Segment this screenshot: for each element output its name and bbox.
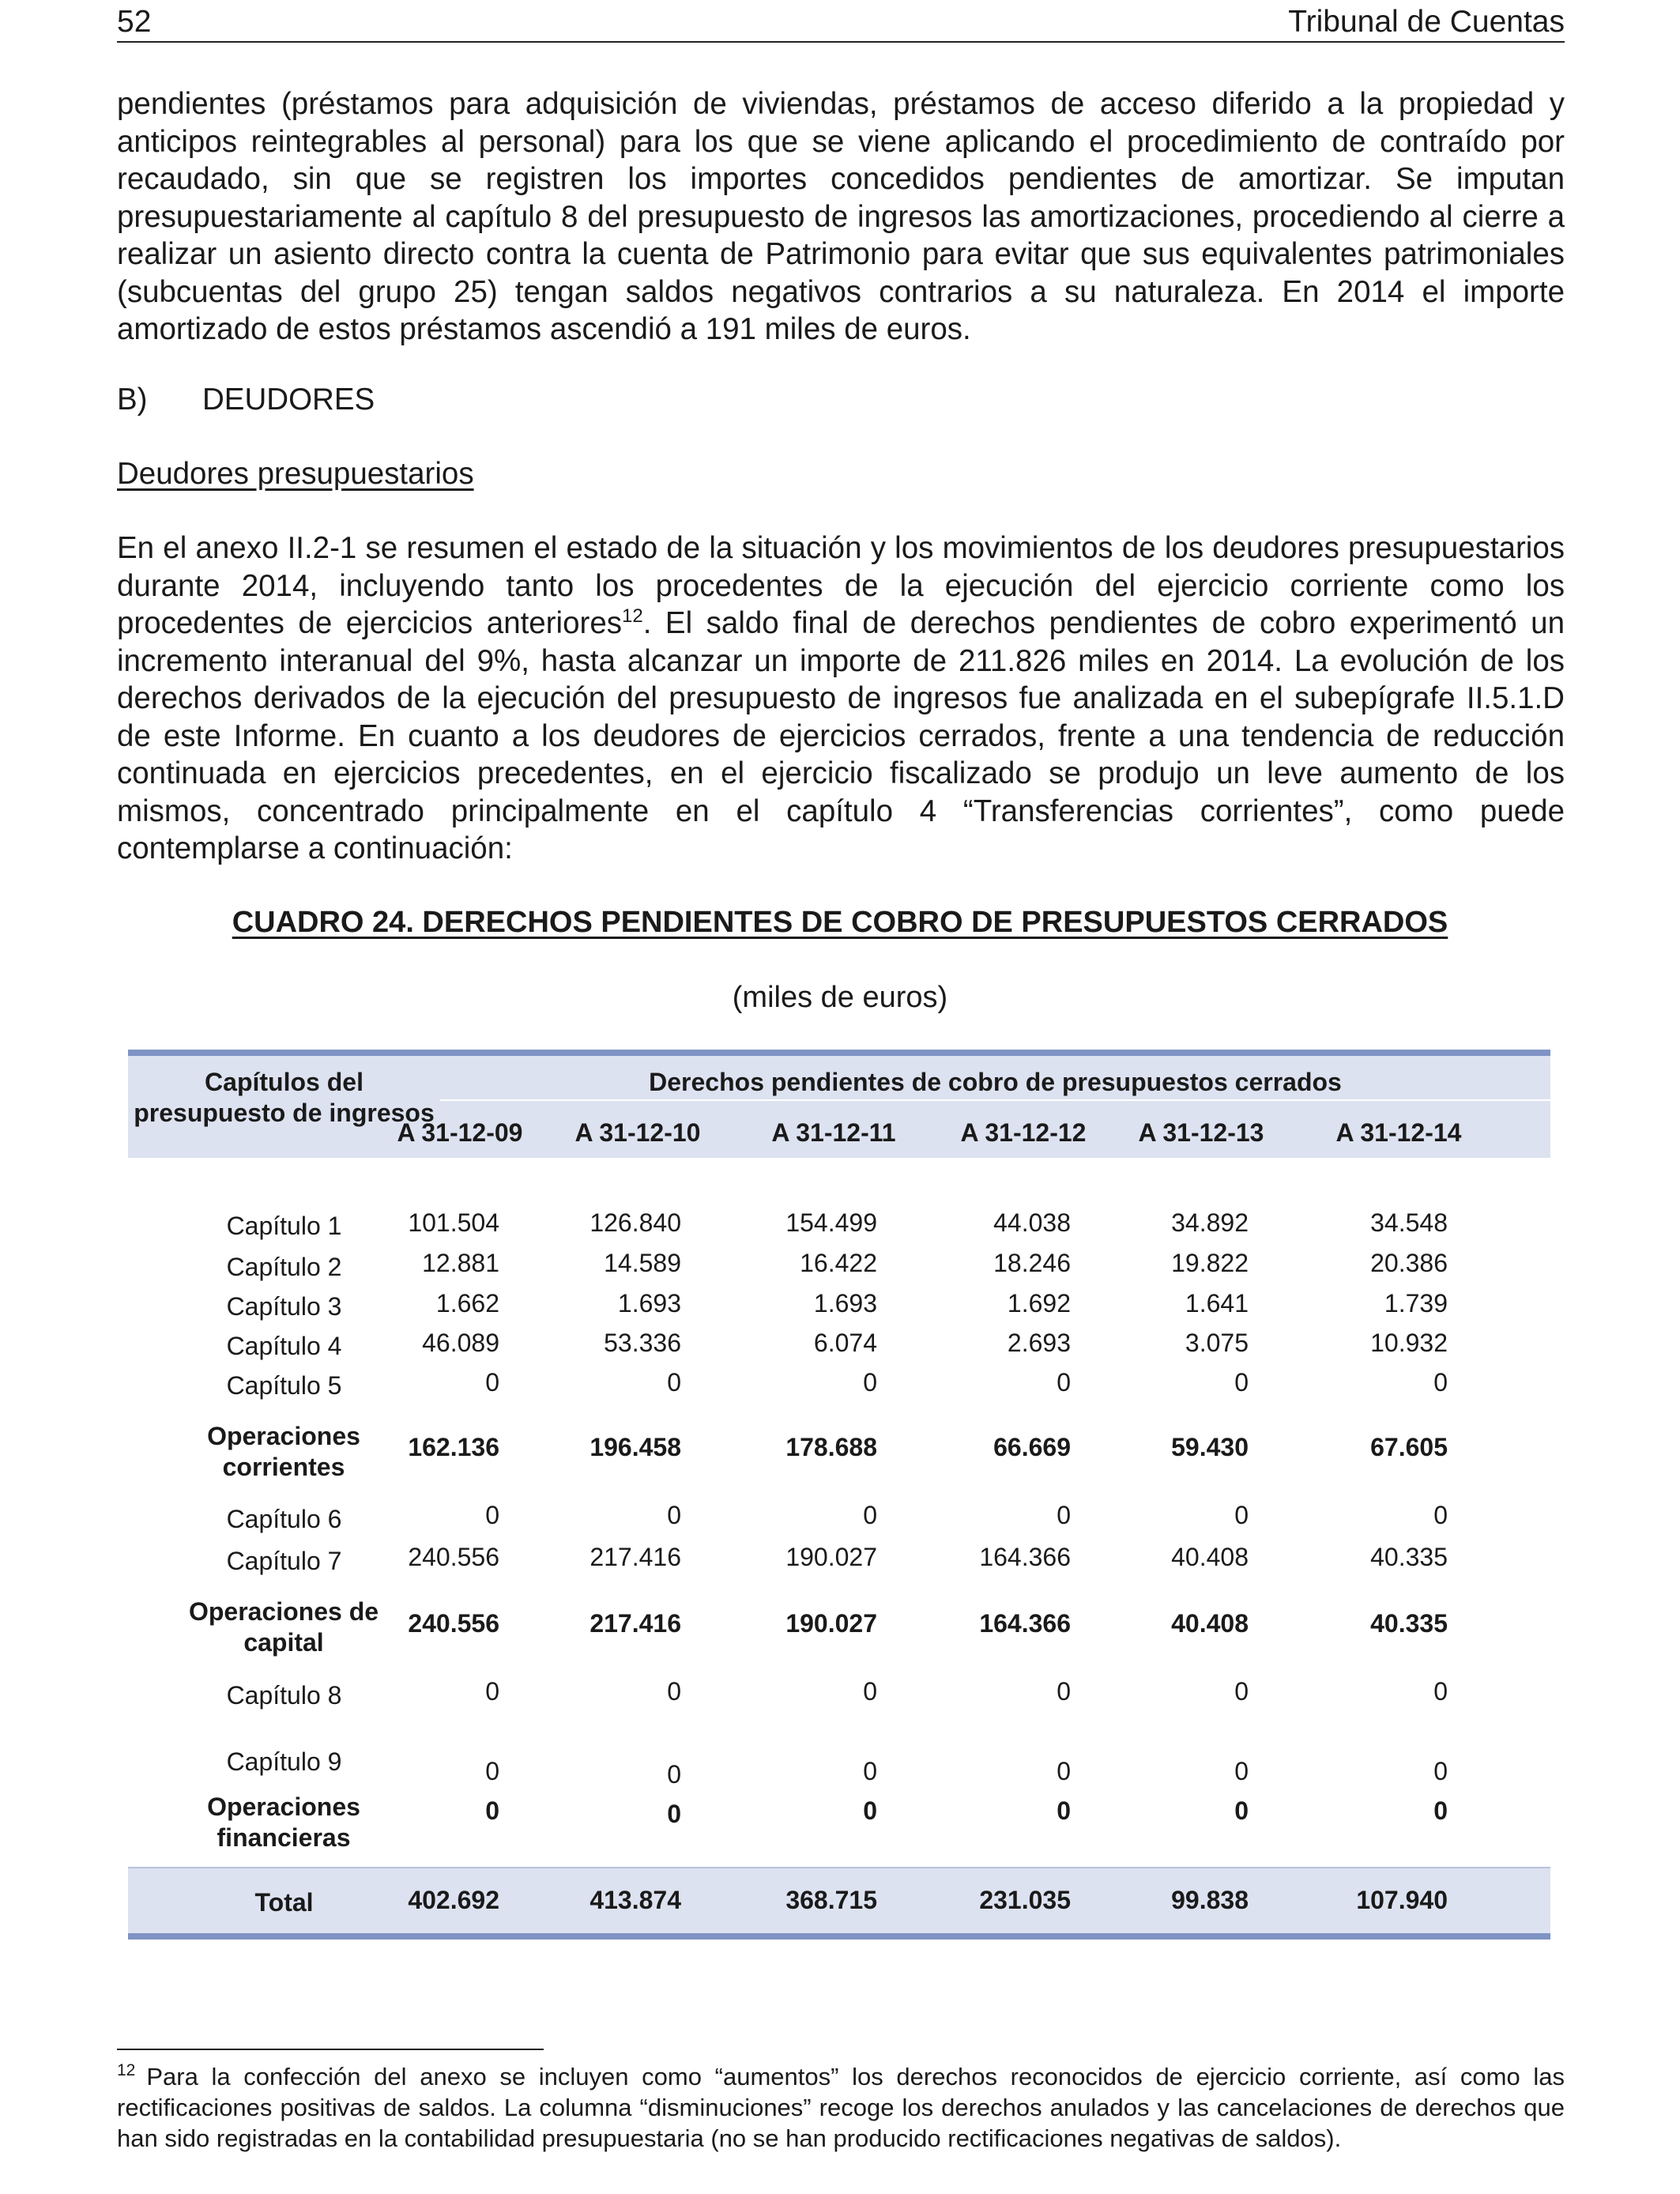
table-cell: 19.822 — [1171, 1249, 1249, 1277]
row-label: Capítulo 1 — [226, 1212, 342, 1240]
table-cell: 34.548 — [1370, 1208, 1448, 1237]
table-cell: 162.136 — [408, 1433, 499, 1461]
table-title: CUADRO 24. DERECHOS PENDIENTES DE COBRO DE PRESUPUESTOS CERRADOS — [232, 906, 1448, 939]
footnote-number: 12 — [117, 2061, 136, 2079]
table-cell: 190.027 — [785, 1543, 877, 1571]
table-cell: 99.838 — [1171, 1886, 1249, 1914]
section-title: DEUDORES — [202, 383, 375, 417]
table-cell: 0 — [485, 1677, 499, 1706]
row-label: Capítulo 9 — [226, 1747, 342, 1776]
table-cell: 0 — [667, 1800, 681, 1828]
table-cell: 0 — [1433, 1368, 1448, 1397]
table-cell: 0 — [1057, 1796, 1071, 1825]
row-label: Capítulo 4 — [226, 1332, 342, 1360]
column-header: A 31-12-14 — [1335, 1118, 1462, 1147]
table-cell: 0 — [1433, 1796, 1448, 1825]
table-cell: 0 — [485, 1796, 499, 1825]
table-top-rule — [128, 1050, 1550, 1056]
column-group-header: Derechos pendientes de cobro de presupuestos cerrados — [649, 1068, 1342, 1096]
table-cell: 1.641 — [1185, 1289, 1249, 1318]
table-cell: 240.556 — [408, 1609, 499, 1638]
table-cell: 59.430 — [1171, 1433, 1249, 1461]
table-cell: 0 — [485, 1368, 499, 1397]
footnote-separator — [117, 2049, 544, 2050]
table-cell: 0 — [667, 1501, 681, 1529]
table-cell: 190.027 — [785, 1609, 877, 1638]
row-label: Capítulo 7 — [226, 1547, 342, 1575]
row-header-label: Capítulos del presupuesto de ingresos — [134, 1068, 435, 1127]
table-cell: 40.408 — [1171, 1609, 1249, 1638]
table-cell: 0 — [863, 1757, 877, 1785]
table-cell: 217.416 — [590, 1609, 681, 1638]
table-cell: 0 — [1234, 1677, 1249, 1706]
table-cell: 66.669 — [993, 1433, 1071, 1461]
table-bottom-rule — [128, 1933, 1550, 1940]
total-row-label: Total — [254, 1888, 314, 1917]
subsection-heading: Deudores presupuestarios — [117, 457, 474, 491]
header-title: Tribunal de Cuentas — [1288, 5, 1565, 39]
table-cell: 0 — [485, 1501, 499, 1529]
table-cell: 164.366 — [979, 1543, 1071, 1571]
table-cell: 402.692 — [408, 1886, 499, 1914]
data-table — [128, 1050, 1550, 1940]
column-header: A 31-12-13 — [1138, 1118, 1264, 1147]
row-label: Capítulo 3 — [226, 1292, 342, 1321]
table-cell: 3.075 — [1185, 1329, 1249, 1357]
paragraph-deudores-part1: En el anexo II.2-1 se resumen el estado de la situación y los movimientos de los deudores presupuestarios durante 2014, incluyendo tanto los procedentes de la ejecución del ejercicio corriente como los procedentes de ejercicios anteriores — [117, 531, 1565, 640]
row-label: Capítulo 2 — [226, 1253, 342, 1281]
table-cell: 10.932 — [1370, 1329, 1448, 1357]
table-cell: 413.874 — [590, 1886, 681, 1914]
table-cell: 0 — [1433, 1677, 1448, 1706]
footnote-text: Para la confección del anexo se incluyen como “aumentos” los derechos reconocidos de ejercicio corriente, así como las rectificaciones positivas de saldos. La columna “disminuciones” recoge los derechos anulados y las cancelaciones de derechos que han sido registradas en la contabilidad presupuestaria (no se han producido rectificaciones negativas de saldos). — [117, 2063, 1565, 2152]
row-label: Capítulo 8 — [226, 1681, 342, 1710]
table-cell: 0 — [1234, 1796, 1249, 1825]
table-cell: 20.386 — [1370, 1249, 1448, 1277]
table-header-divider — [440, 1099, 1550, 1101]
table-cell: 1.693 — [617, 1289, 681, 1318]
table-cell: 12.881 — [422, 1249, 499, 1277]
row-label: Operaciones de capital — [188, 1597, 379, 1657]
table-cell: 1.739 — [1384, 1289, 1448, 1318]
section-heading — [117, 381, 375, 418]
table-units: (miles de euros) — [732, 981, 948, 1014]
column-header: A 31-12-09 — [397, 1118, 523, 1147]
table-cell: 231.035 — [979, 1886, 1071, 1914]
table-cell: 67.605 — [1370, 1433, 1448, 1461]
table-cell: 53.336 — [604, 1329, 681, 1357]
table-cell: 101.504 — [408, 1208, 499, 1237]
page-header — [117, 0, 1565, 43]
table-cell: 0 — [1057, 1501, 1071, 1529]
table-cell: 34.892 — [1171, 1208, 1249, 1237]
paragraph-deudores — [117, 530, 1565, 868]
table-cell: 196.458 — [590, 1433, 681, 1461]
section-letter: B) — [117, 383, 148, 417]
table-cell: 14.589 — [604, 1249, 681, 1277]
table-cell: 164.366 — [979, 1609, 1071, 1638]
table-cell: 1.692 — [1007, 1289, 1071, 1318]
paragraph-deudores-part2: . El saldo final de derechos pendientes de cobro experimentó un incremento interanual del 9%, hasta alcanzar un importe de 211.826 miles en 2014. La evolución de los derechos derivados de la ejecución del presupuesto de ingresos fue analizada en el subepígrafe II.5.1.D de este Informe. En cuanto a los deudores de ejercicios cerrados, frente a una tendencia de reducción continuada en ejercicios precedentes, en el ejercicio fiscalizado se produjo un leve aumento de los mismos, concentrado principalmente en el capítulo 4 “Transferencias corrientes”, como puede contemplarse a continuación: — [117, 606, 1565, 865]
table-cell: 0 — [863, 1796, 877, 1825]
table-cell: 178.688 — [785, 1433, 877, 1461]
table-cell: 0 — [863, 1677, 877, 1706]
table-cell: 0 — [1234, 1501, 1249, 1529]
table-cell: 0 — [1057, 1677, 1071, 1706]
row-label: Operaciones corrientes — [207, 1422, 360, 1481]
table-cell: 18.246 — [993, 1249, 1071, 1277]
table-cell: 0 — [1234, 1757, 1249, 1785]
table-cell: 154.499 — [785, 1208, 877, 1237]
table-cell: 368.715 — [785, 1886, 877, 1914]
table-cell: 44.038 — [993, 1208, 1071, 1237]
table-cell: 0 — [1433, 1757, 1448, 1785]
table-cell: 0 — [1234, 1368, 1249, 1397]
column-header: A 31-12-12 — [960, 1118, 1087, 1147]
column-header: A 31-12-11 — [771, 1118, 896, 1147]
table-cell: 0 — [1057, 1757, 1071, 1785]
table-cell: 0 — [863, 1501, 877, 1529]
table-cell: 126.840 — [590, 1208, 681, 1237]
footnote — [117, 2061, 1565, 2154]
table-cell: 0 — [1057, 1368, 1071, 1397]
table-cell: 46.089 — [422, 1329, 499, 1357]
paragraph-prestamos: pendientes (préstamos para adquisición de viviendas, préstamos de acceso diferido a la propiedad y anticipos reintegrables al personal) para los que se viene aplicando el procedimiento de contraído por recaudado, sin que se registren los importes concedidos pendientes de amortizar. Se imputan presupuestariamente al capítulo 8 del presupuesto de ingresos las amortizaciones, procediendo al cierre a realizar un asiento directo contra la cuenta de Patrimonio para evitar que sus equivalentes patrimoniales (subcuentas del grupo 25) tengan saldos negativos contrarios a su naturaleza. En 2014 el importe amortizado de estos préstamos ascendió a 191 miles de euros. — [117, 87, 1565, 346]
footnote-reference[interactable]: 12 — [621, 605, 643, 627]
table-cell: 217.416 — [590, 1543, 681, 1571]
row-label: Capítulo 5 — [226, 1371, 342, 1400]
table-cell: 6.074 — [813, 1329, 877, 1357]
table-cell: 240.556 — [408, 1543, 499, 1571]
table-cell: 0 — [667, 1677, 681, 1706]
row-label: Operaciones financieras — [207, 1793, 360, 1852]
table-cell: 0 — [667, 1760, 681, 1789]
table-cell: 107.940 — [1356, 1886, 1448, 1914]
table-cell: 1.693 — [813, 1289, 877, 1318]
table-cell: 0 — [485, 1757, 499, 1785]
table-cell: 40.335 — [1370, 1609, 1448, 1638]
table-cell: 2.693 — [1007, 1329, 1071, 1357]
table-cell: 16.422 — [800, 1249, 877, 1277]
page-number: 52 — [117, 5, 152, 39]
table-cell: 0 — [863, 1368, 877, 1397]
table-cell: 40.408 — [1171, 1543, 1249, 1571]
column-header: A 31-12-10 — [574, 1118, 701, 1147]
table-cell: 40.335 — [1370, 1543, 1448, 1571]
row-label: Capítulo 6 — [226, 1505, 342, 1533]
table-cell: 1.662 — [435, 1289, 499, 1318]
table-cell: 0 — [667, 1368, 681, 1397]
table-cell: 0 — [1433, 1501, 1448, 1529]
